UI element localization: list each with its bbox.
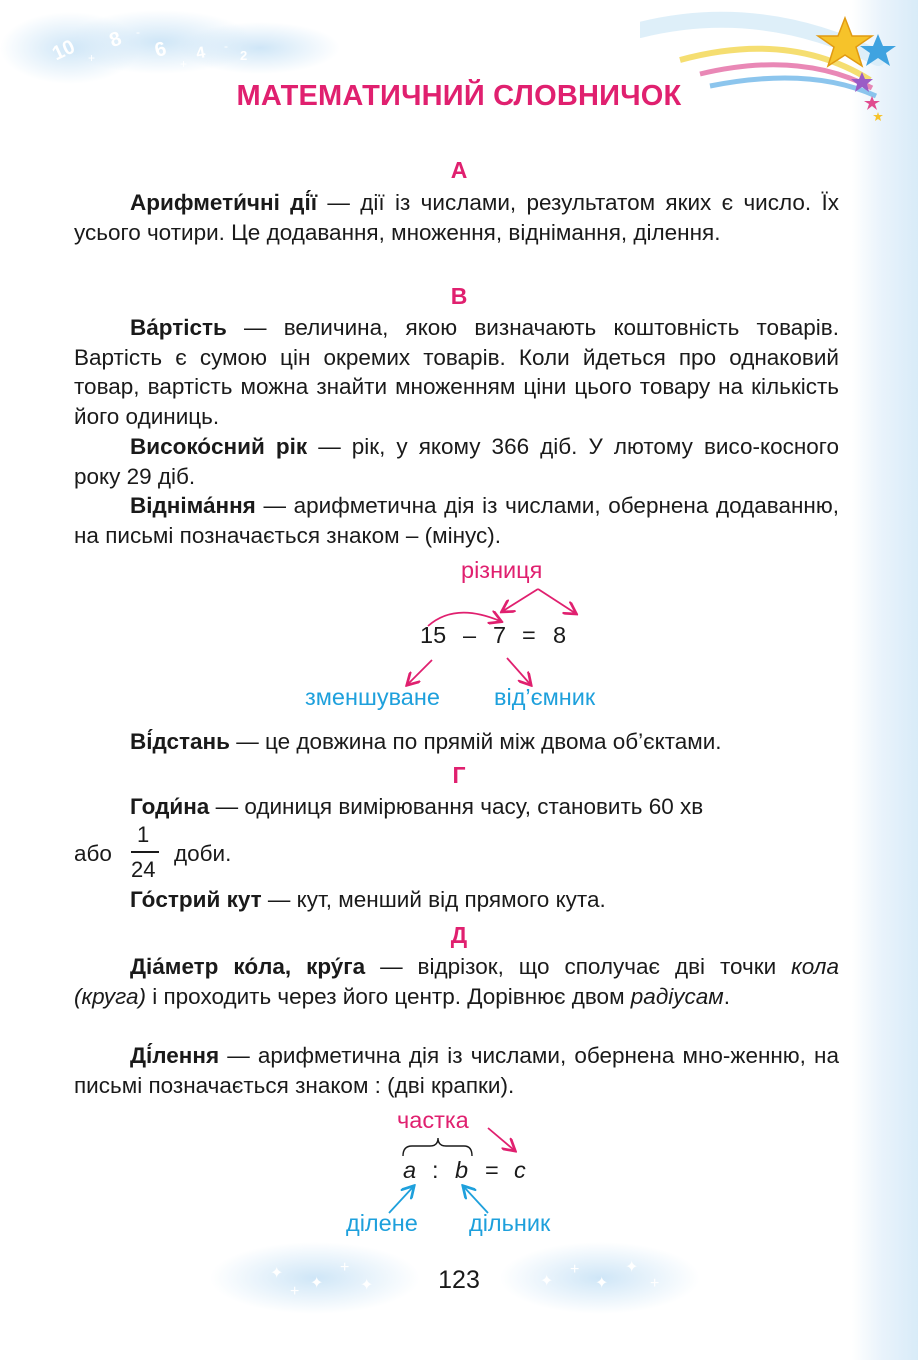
divisor-var: b xyxy=(455,1157,469,1183)
subtrahend-label: від’ємник xyxy=(494,684,596,710)
section-letter-d: Д xyxy=(450,922,468,948)
cloud-number: 2 xyxy=(240,48,248,63)
definition: — одиниця вимірювання часу, становить 60 хв xyxy=(209,794,704,819)
page-number: 123 xyxy=(438,1266,480,1294)
cloud-number: 10 xyxy=(48,35,79,66)
term: Високо́сний рік xyxy=(130,434,308,459)
minus-sign: – xyxy=(463,622,477,648)
definition-cont: і проходить через його центр. Дорівнює двом xyxy=(145,983,631,1009)
definition: — дії із числами, результатом яких є число. Їх усього чотири. Це додавання, множення, віднімання, ділення. xyxy=(74,190,839,245)
subtrahend-number: 7 xyxy=(493,622,507,648)
minuend-label: зменшуване xyxy=(305,684,440,710)
equals-sign: = xyxy=(485,1157,499,1183)
difference-number: 8 xyxy=(553,622,567,648)
section-letter-a: А xyxy=(450,157,468,183)
page-title: МАТЕМАТИЧНИЙ СЛОВНИЧОК xyxy=(236,80,682,112)
svg-text:-: - xyxy=(224,39,228,53)
section-letter-v: В xyxy=(450,283,468,309)
divisor-label: дільник xyxy=(469,1210,551,1236)
definition: — величина, якою визначають коштовність товарів. Вартість є сумою цін окремих товарів. Коли йдеться про однаковий товар, вартість можна знайти множенням ціни цього товару на кількість його одиниць. xyxy=(74,315,839,429)
definition: — арифметична дія із числами, обернена мно-женню, на письмі позначається знаком : (дві крапки). xyxy=(74,1043,839,1098)
svg-text:+: + xyxy=(340,1259,350,1276)
italic-radii: радіусам xyxy=(630,983,724,1009)
cloud-number: 6 xyxy=(152,37,169,62)
svg-text:✦: ✦ xyxy=(270,1265,284,1282)
svg-text:✦: ✦ xyxy=(625,1259,639,1276)
period: . xyxy=(723,983,730,1009)
svg-text:✦: ✦ xyxy=(310,1275,324,1292)
term: Го́стрий кут xyxy=(130,887,262,912)
term: Відніма́ння xyxy=(130,493,256,518)
hour-continuation-after: доби. xyxy=(174,841,232,866)
svg-text:✦: ✦ xyxy=(360,1277,374,1294)
minuend-number: 15 xyxy=(420,622,447,648)
definition: — це довжина по прямій між двома об’єктами. xyxy=(229,729,722,754)
svg-text:✦: ✦ xyxy=(595,1275,609,1292)
svg-text:+: + xyxy=(570,1261,580,1278)
term: Діа́метр ко́ла, кру́га xyxy=(130,954,366,979)
term: Ві́дстань xyxy=(130,729,230,754)
fraction-denominator: 24 xyxy=(131,857,156,882)
cloud-number: 4 xyxy=(194,44,207,63)
italic-circle: кола (круга) xyxy=(74,954,839,1009)
dividend-var: a xyxy=(403,1157,417,1183)
quotient-label: частка xyxy=(397,1107,469,1133)
hour-continuation-before: або xyxy=(74,841,112,866)
svg-text:+: + xyxy=(650,1275,660,1292)
equals-sign: = xyxy=(522,622,536,648)
section-letter-h: Г xyxy=(452,762,466,788)
cloud-number: 8 xyxy=(106,27,125,53)
dividend-label: ділене xyxy=(346,1210,418,1236)
definition: — рік, у якому 366 діб. У лютому висо-косного року 29 діб. xyxy=(74,434,839,489)
fraction-numerator: 1 xyxy=(137,822,150,847)
definition: — кут, менший від прямого кута. xyxy=(261,887,606,912)
definition: — відрізок, що сполучає дві точки xyxy=(365,954,792,979)
svg-text:-: - xyxy=(136,25,140,39)
definition: — арифметична дія із числами, обернена додаванню, на письмі позначається знаком – (мінус). xyxy=(74,493,839,548)
svg-text:✦: ✦ xyxy=(540,1273,554,1290)
difference-label: різниця xyxy=(461,557,543,583)
term: Ді́лення xyxy=(130,1043,220,1068)
term: Годи́на xyxy=(130,794,210,819)
quotient-var: c xyxy=(514,1157,526,1183)
term: Арифмети́чні ді́ї xyxy=(130,190,318,215)
division-sign: : xyxy=(432,1157,439,1183)
term: Ва́ртість xyxy=(130,315,227,340)
svg-text:+: + xyxy=(180,57,188,71)
svg-text:+: + xyxy=(290,1283,300,1300)
svg-text:+: + xyxy=(88,51,96,65)
